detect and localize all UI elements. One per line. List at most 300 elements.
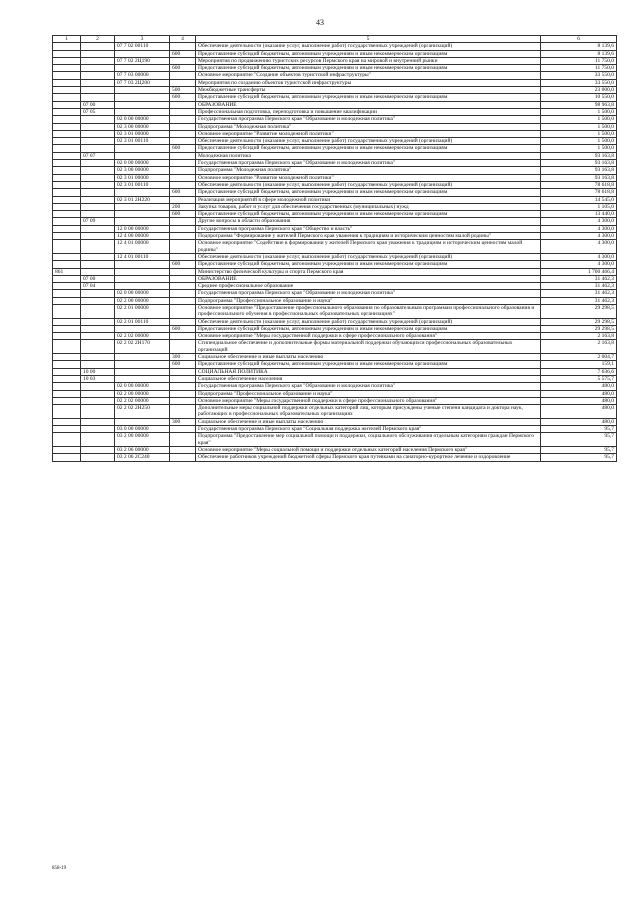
table-row <box>53 390 617 397</box>
admin-code-cell <box>53 145 81 152</box>
amount-cell: 480,0 <box>541 405 617 419</box>
section-code-cell <box>81 181 115 188</box>
table-row <box>53 418 617 425</box>
target-article-cell: 07 7 03 00000 <box>115 72 170 79</box>
amount-cell: 93 163,8 <box>541 167 617 174</box>
section-code-cell <box>81 138 115 145</box>
amount-cell: 1 105,0 <box>541 203 617 210</box>
item-name-cell: Предоставление субсидий бюджетным, автономным учреждениям и иным некоммерческим организациям <box>196 211 541 218</box>
section-code-cell <box>81 304 115 318</box>
item-name-cell: Мероприятия по продвижению туристских ресурсов Пермского края на мировой и внутренний рынки <box>196 57 541 64</box>
section-code-cell <box>81 405 115 419</box>
expense-type-cell: 500 <box>170 87 196 94</box>
amount-cell: 4 300,0 <box>541 240 617 254</box>
section-code-cell <box>81 94 115 101</box>
item-name-cell: Подпрограмма "Профессиональное образование и наука" <box>196 297 541 304</box>
table-row <box>53 454 617 461</box>
amount-cell: 93 163,8 <box>541 152 617 159</box>
admin-code-cell <box>53 181 81 188</box>
section-code-cell <box>81 454 115 461</box>
item-name-cell: Подпрограмма "Предоставление мер социальной помощи и поддержки, социального обслуживания отдельным категориям граждан Пермского края" <box>196 433 541 447</box>
expense-type-cell: 600 <box>170 261 196 268</box>
expense-type-cell <box>170 253 196 260</box>
table-row <box>53 130 617 137</box>
table-row <box>53 196 617 203</box>
item-name-cell: Социальное обеспечение и иные выплаты населению <box>196 354 541 361</box>
section-code-cell: 10 00 <box>81 368 115 375</box>
expense-type-cell <box>170 375 196 382</box>
target-article-cell: 02 3 01 00000 <box>115 130 170 137</box>
admin-code-cell <box>53 354 81 361</box>
table-row <box>53 138 617 145</box>
amount-cell: 2 163,8 <box>541 340 617 354</box>
expense-type-cell: 600 <box>170 361 196 368</box>
expense-type-cell <box>170 138 196 145</box>
table-row <box>53 87 617 94</box>
table-row <box>53 57 617 64</box>
amount-cell: 31 462,3 <box>541 283 617 290</box>
expense-type-cell <box>170 405 196 419</box>
table-row <box>53 174 617 181</box>
expense-type-cell: 600 <box>170 189 196 196</box>
amount-cell: 1 500,0 <box>541 145 617 152</box>
amount-cell: 5 575,7 <box>541 375 617 382</box>
item-name-cell: Основное мероприятие "Развитие молодежной политики" <box>196 130 541 137</box>
target-article-cell: 02 0 00 00000 <box>115 290 170 297</box>
target-article-cell: 02 2 01 00000 <box>115 304 170 318</box>
amount-cell: 11 750,0 <box>541 65 617 72</box>
table-row <box>53 261 617 268</box>
item-name-cell: Основное мероприятие "Меры государственной поддержки в сфере профессионального образования" <box>196 397 541 404</box>
table-row <box>53 79 617 86</box>
amount-cell: 29 298,5 <box>541 318 617 325</box>
amount-cell: 1 700 466,4 <box>541 268 617 275</box>
section-code-cell <box>81 240 115 254</box>
column-number: 5 <box>196 36 541 43</box>
page-number: 43 <box>316 18 324 27</box>
admin-code-cell <box>53 383 81 390</box>
section-code-cell <box>81 116 115 123</box>
section-code-cell: 07 07 <box>81 152 115 159</box>
target-article-cell: 07 7 02 00110 <box>115 43 170 50</box>
amount-cell: 8 139,6 <box>541 50 617 57</box>
target-article-cell <box>115 145 170 152</box>
target-article-cell <box>115 361 170 368</box>
item-name-cell: Государственная программа Пермского края "Образование и молодежная политика" <box>196 290 541 297</box>
amount-cell: 29 298,5 <box>541 325 617 332</box>
target-article-cell: 02 3 01 00110 <box>115 138 170 145</box>
admin-code-cell <box>53 101 81 108</box>
item-name-cell: Государственная программа Пермского края "Образование и молодежная политика" <box>196 116 541 123</box>
section-code-cell <box>81 361 115 368</box>
target-article-cell: 02 2 02 00000 <box>115 333 170 340</box>
section-code-cell <box>81 130 115 137</box>
admin-code-cell <box>53 261 81 268</box>
item-name-cell: Обеспечение деятельности (оказание услуг, выполнение работ) государственных учреждений (организаций) <box>196 318 541 325</box>
item-name-cell: Обеспечение работников учреждений бюджетной сферы Пермского края путевками на санаторно-курортное лечение и оздоровление <box>196 454 541 461</box>
amount-cell: 480,0 <box>541 397 617 404</box>
section-code-cell <box>81 225 115 232</box>
amount-cell: 480,0 <box>541 383 617 390</box>
amount-cell: 13 440,0 <box>541 211 617 218</box>
expense-type-cell <box>170 433 196 447</box>
admin-code-cell <box>53 174 81 181</box>
target-article-cell <box>115 283 170 290</box>
admin-code-cell <box>53 94 81 101</box>
section-code-cell <box>81 383 115 390</box>
target-article-cell: 02 0 00 00000 <box>115 116 170 123</box>
item-name-cell: Предоставление субсидий бюджетным, автономным учреждениям и иным некоммерческим организациям <box>196 65 541 72</box>
admin-code-cell <box>53 390 81 397</box>
expense-type-cell <box>170 240 196 254</box>
target-article-cell <box>115 211 170 218</box>
budget-table <box>52 35 617 462</box>
section-code-cell <box>81 261 115 268</box>
section-code-cell <box>81 297 115 304</box>
amount-cell: 31 462,3 <box>541 290 617 297</box>
amount-cell: 7 636,6 <box>541 368 617 375</box>
section-code-cell <box>81 72 115 79</box>
table-row <box>53 268 617 275</box>
target-article-cell <box>115 275 170 282</box>
item-name-cell: Профессиональная подготовка, переподготовка и повышение квалификации <box>196 108 541 115</box>
admin-code-cell <box>53 304 81 318</box>
item-name-cell: Предоставление субсидий бюджетным, автономным учреждениям и иным некоммерческим организациям <box>196 361 541 368</box>
admin-code-cell <box>53 189 81 196</box>
item-name-cell: Социальное обеспечение и иные выплаты населению <box>196 418 541 425</box>
expense-type-cell <box>170 397 196 404</box>
section-code-cell <box>81 418 115 425</box>
table-row <box>53 50 617 57</box>
target-article-cell <box>115 368 170 375</box>
admin-code-cell <box>53 361 81 368</box>
column-number: 3 <box>115 36 170 43</box>
table-row <box>53 240 617 254</box>
admin-code-cell <box>53 152 81 159</box>
expense-type-cell <box>170 297 196 304</box>
section-code-cell <box>81 50 115 57</box>
amount-cell: 33 550,0 <box>541 79 617 86</box>
expense-type-cell <box>170 454 196 461</box>
column-number: 2 <box>81 36 115 43</box>
item-name-cell: ОБРАЗОВАНИЕ <box>196 275 541 282</box>
amount-cell: 93 163,8 <box>541 160 617 167</box>
target-article-cell <box>115 108 170 115</box>
target-article-cell <box>115 218 170 225</box>
target-article-cell: 02 3 00 00000 <box>115 123 170 130</box>
target-article-cell <box>115 101 170 108</box>
section-code-cell <box>81 123 115 130</box>
admin-code-cell <box>53 130 81 137</box>
admin-code-cell <box>53 454 81 461</box>
admin-code-cell <box>53 340 81 354</box>
admin-code-cell: 861 <box>53 268 81 275</box>
item-name-cell: Стипендиальное обеспечение и дополнительные формы материальной поддержки обучающихся профессиональных образовательных организаций <box>196 340 541 354</box>
expense-type-cell <box>170 233 196 240</box>
table-row <box>53 108 617 115</box>
table-row <box>53 65 617 72</box>
target-article-cell <box>115 94 170 101</box>
table-row <box>53 72 617 79</box>
target-article-cell: 03 2 06 2С240 <box>115 454 170 461</box>
admin-code-cell <box>53 123 81 130</box>
amount-cell: 98 963,8 <box>541 101 617 108</box>
target-article-cell: 02 3 00 00000 <box>115 167 170 174</box>
amount-cell: 14 545,0 <box>541 196 617 203</box>
expense-type-cell <box>170 123 196 130</box>
item-name-cell: Предоставление субсидий бюджетным, автономным учреждениям и иным некоммерческим организациям <box>196 50 541 57</box>
target-article-cell <box>115 325 170 332</box>
table-row <box>53 368 617 375</box>
table-row <box>53 218 617 225</box>
section-code-cell: 07 04 <box>81 283 115 290</box>
admin-code-cell <box>53 196 81 203</box>
table-row <box>53 152 617 159</box>
item-name-cell: ОБРАЗОВАНИЕ <box>196 101 541 108</box>
expense-type-cell <box>170 426 196 433</box>
amount-cell: 31 462,3 <box>541 297 617 304</box>
expense-type-cell <box>170 160 196 167</box>
footer-code: 858-19 <box>52 866 67 871</box>
section-code-cell <box>81 318 115 325</box>
item-name-cell: Подпрограмма "Профессиональное образование и наука" <box>196 390 541 397</box>
expense-type-cell <box>170 225 196 232</box>
expense-type-cell <box>170 333 196 340</box>
table-row <box>53 203 617 210</box>
section-code-cell <box>81 340 115 354</box>
section-code-cell <box>81 43 115 50</box>
expense-type-cell <box>170 174 196 181</box>
expense-type-cell <box>170 283 196 290</box>
item-name-cell: Предоставление субсидий бюджетным, автономным учреждениям и иным некоммерческим организациям <box>196 145 541 152</box>
expense-type-cell <box>170 390 196 397</box>
table-row <box>53 361 617 368</box>
item-name-cell: Основное мероприятие "Меры социальной помощи и поддержки отдельных категорий населения Пермского края" <box>196 446 541 453</box>
section-code-cell <box>81 145 115 152</box>
target-article-cell: 03 0 00 00000 <box>115 426 170 433</box>
section-code-cell <box>81 174 115 181</box>
target-article-cell <box>115 87 170 94</box>
expense-type-cell <box>170 268 196 275</box>
admin-code-cell <box>53 203 81 210</box>
item-name-cell: СОЦИАЛЬНАЯ ПОЛИТИКА <box>196 368 541 375</box>
item-name-cell: Среднее профессиональное образование <box>196 283 541 290</box>
expense-type-cell: 200 <box>170 203 196 210</box>
item-name-cell: Межбюджетные трансферты <box>196 87 541 94</box>
amount-cell: 2 163,8 <box>541 333 617 340</box>
target-article-cell: 07 7 02 2Ц190 <box>115 57 170 64</box>
table-row <box>53 325 617 332</box>
table-row <box>53 383 617 390</box>
column-number: 4 <box>170 36 196 43</box>
table-row <box>53 318 617 325</box>
admin-code-cell <box>53 108 81 115</box>
amount-cell: 4 300,0 <box>541 261 617 268</box>
amount-cell: 33 550,0 <box>541 72 617 79</box>
section-code-cell <box>81 268 115 275</box>
admin-code-cell <box>53 290 81 297</box>
section-code-cell <box>81 65 115 72</box>
item-name-cell: Государственная программа Пермского края "Образование и молодежная политика" <box>196 160 541 167</box>
section-code-cell <box>81 426 115 433</box>
admin-code-cell <box>53 405 81 419</box>
item-name-cell: Предоставление субсидий бюджетным, автономным учреждениям и иным некоммерческим организациям <box>196 94 541 101</box>
section-code-cell <box>81 167 115 174</box>
admin-code-cell <box>53 318 81 325</box>
expense-type-cell <box>170 108 196 115</box>
budget-table-body <box>53 36 617 462</box>
admin-code-cell <box>53 433 81 447</box>
item-name-cell: Основное мероприятие "Создание объектов туристской инфраструктуры" <box>196 72 541 79</box>
admin-code-cell <box>53 43 81 50</box>
item-name-cell: Социальное обеспечение населения <box>196 375 541 382</box>
amount-cell: 1 500,0 <box>541 130 617 137</box>
item-name-cell: Предоставление субсидий бюджетным, автономным учреждениям и иным некоммерческим организациям <box>196 261 541 268</box>
section-code-cell <box>81 203 115 210</box>
item-name-cell: Основное мероприятие "Предоставление профессионального образования по образовательным программам профессионального образования и профессионального обучения в профессиональных образовательных организациях" <box>196 304 541 318</box>
column-number-row <box>53 36 617 43</box>
target-article-cell: 02 3 01 00110 <box>115 181 170 188</box>
table-row <box>53 446 617 453</box>
admin-code-cell <box>53 253 81 260</box>
expense-type-cell: 300 <box>170 354 196 361</box>
expense-type-cell <box>170 43 196 50</box>
expense-type-cell <box>170 275 196 282</box>
item-name-cell: Предоставление субсидий бюджетным, автономным учреждениям и иным некоммерческим организациям <box>196 325 541 332</box>
target-article-cell: 02 2 00 00000 <box>115 297 170 304</box>
expense-type-cell <box>170 101 196 108</box>
amount-cell: 480,0 <box>541 390 617 397</box>
expense-type-cell <box>170 383 196 390</box>
target-article-cell: 07 7 03 2Ц200 <box>115 79 170 86</box>
admin-code-cell <box>53 160 81 167</box>
admin-code-cell <box>53 368 81 375</box>
table-row <box>53 233 617 240</box>
admin-code-cell <box>53 87 81 94</box>
section-code-cell <box>81 253 115 260</box>
item-name-cell: Государственная программа Пермского края "Образование и молодежная политика" <box>196 383 541 390</box>
table-row <box>53 43 617 50</box>
admin-code-cell <box>53 418 81 425</box>
target-article-cell <box>115 65 170 72</box>
expense-type-cell <box>170 167 196 174</box>
target-article-cell <box>115 152 170 159</box>
table-row <box>53 297 617 304</box>
target-article-cell: 12 0 00 00000 <box>115 225 170 232</box>
table-row <box>53 275 617 282</box>
expense-type-cell <box>170 446 196 453</box>
target-article-cell <box>115 261 170 268</box>
admin-code-cell <box>53 116 81 123</box>
admin-code-cell <box>53 57 81 64</box>
expense-type-cell <box>170 181 196 188</box>
section-code-cell: 07 05 <box>81 108 115 115</box>
expense-type-cell: 600 <box>170 145 196 152</box>
expense-type-cell <box>170 79 196 86</box>
amount-cell: 2 004,7 <box>541 354 617 361</box>
item-name-cell: Подпрограмма "Молодежная политика" <box>196 167 541 174</box>
amount-cell: 11 750,0 <box>541 57 617 64</box>
item-name-cell: Государственная программа Пермского края "Социальная поддержка жителей Пермского края" <box>196 426 541 433</box>
table-row <box>53 290 617 297</box>
admin-code-cell <box>53 218 81 225</box>
expense-type-cell <box>170 152 196 159</box>
item-name-cell: Закупка товаров, работ и услуг для обеспечения государственных (муниципальных) нужд <box>196 203 541 210</box>
amount-cell: 1 500,0 <box>541 138 617 145</box>
section-code-cell <box>81 290 115 297</box>
amount-cell: 95,7 <box>541 454 617 461</box>
target-article-cell <box>115 375 170 382</box>
table-row <box>53 333 617 340</box>
table-row <box>53 160 617 167</box>
table-row <box>53 375 617 382</box>
amount-cell: 8 139,6 <box>541 43 617 50</box>
admin-code-cell <box>53 240 81 254</box>
item-name-cell: Обеспечение деятельности (оказание услуг, выполнение работ) государственных учреждений (организаций) <box>196 253 541 260</box>
table-row <box>53 304 617 318</box>
target-article-cell: 02 0 00 00000 <box>115 160 170 167</box>
target-article-cell: 02 3 01 2Н220 <box>115 196 170 203</box>
target-article-cell: 02 2 02 2Н170 <box>115 340 170 354</box>
section-code-cell <box>81 189 115 196</box>
expense-type-cell: 600 <box>170 94 196 101</box>
target-article-cell: 03 2 00 00000 <box>115 433 170 447</box>
item-name-cell: Основное мероприятие "Меры государственной поддержки в сфере профессионального образования" <box>196 333 541 340</box>
admin-code-cell <box>53 333 81 340</box>
item-name-cell: Реализация мероприятий в сфере молодежной политики <box>196 196 541 203</box>
target-article-cell: 02 0 00 00000 <box>115 383 170 390</box>
target-article-cell <box>115 203 170 210</box>
table-row <box>53 225 617 232</box>
column-number: 1 <box>53 36 81 43</box>
expense-type-cell: 300 <box>170 418 196 425</box>
admin-code-cell <box>53 79 81 86</box>
target-article-cell: 02 2 02 2Н250 <box>115 405 170 419</box>
section-code-cell <box>81 87 115 94</box>
target-article-cell: 02 3 01 00000 <box>115 174 170 181</box>
section-code-cell <box>81 397 115 404</box>
section-code-cell <box>81 354 115 361</box>
amount-cell: 78 618,8 <box>541 189 617 196</box>
expense-type-cell: 600 <box>170 211 196 218</box>
amount-cell: 159,1 <box>541 361 617 368</box>
item-name-cell: Обеспечение деятельности (оказание услуг, выполнение работ) государственных учреждений (организаций) <box>196 138 541 145</box>
item-name-cell: Основное мероприятие "Развитие молодежной политики" <box>196 174 541 181</box>
amount-cell: 23 000,0 <box>541 87 617 94</box>
admin-code-cell <box>53 65 81 72</box>
table-row <box>53 283 617 290</box>
section-code-cell <box>81 233 115 240</box>
target-article-cell <box>115 189 170 196</box>
amount-cell: 78 618,8 <box>541 181 617 188</box>
item-name-cell: Другие вопросы в области образования <box>196 218 541 225</box>
target-article-cell <box>115 268 170 275</box>
table-row <box>53 354 617 361</box>
section-code-cell: 07 00 <box>81 275 115 282</box>
item-name-cell: Дополнительные меры социальной поддержки отдельных категорий лиц, которым присуждены ученые степени кандидата и доктора наук, работающих в профессиональных образовательных организациях <box>196 405 541 419</box>
section-code-cell <box>81 446 115 453</box>
expense-type-cell <box>170 218 196 225</box>
expense-type-cell <box>170 57 196 64</box>
expense-type-cell <box>170 130 196 137</box>
target-article-cell: 03 2 06 00000 <box>115 446 170 453</box>
target-article-cell: 12 4 00 00000 <box>115 233 170 240</box>
expense-type-cell <box>170 196 196 203</box>
item-name-cell: Министерство физической культуры и спорта Пермского края <box>196 268 541 275</box>
admin-code-cell <box>53 446 81 453</box>
amount-cell: 93 163,8 <box>541 174 617 181</box>
admin-code-cell <box>53 211 81 218</box>
